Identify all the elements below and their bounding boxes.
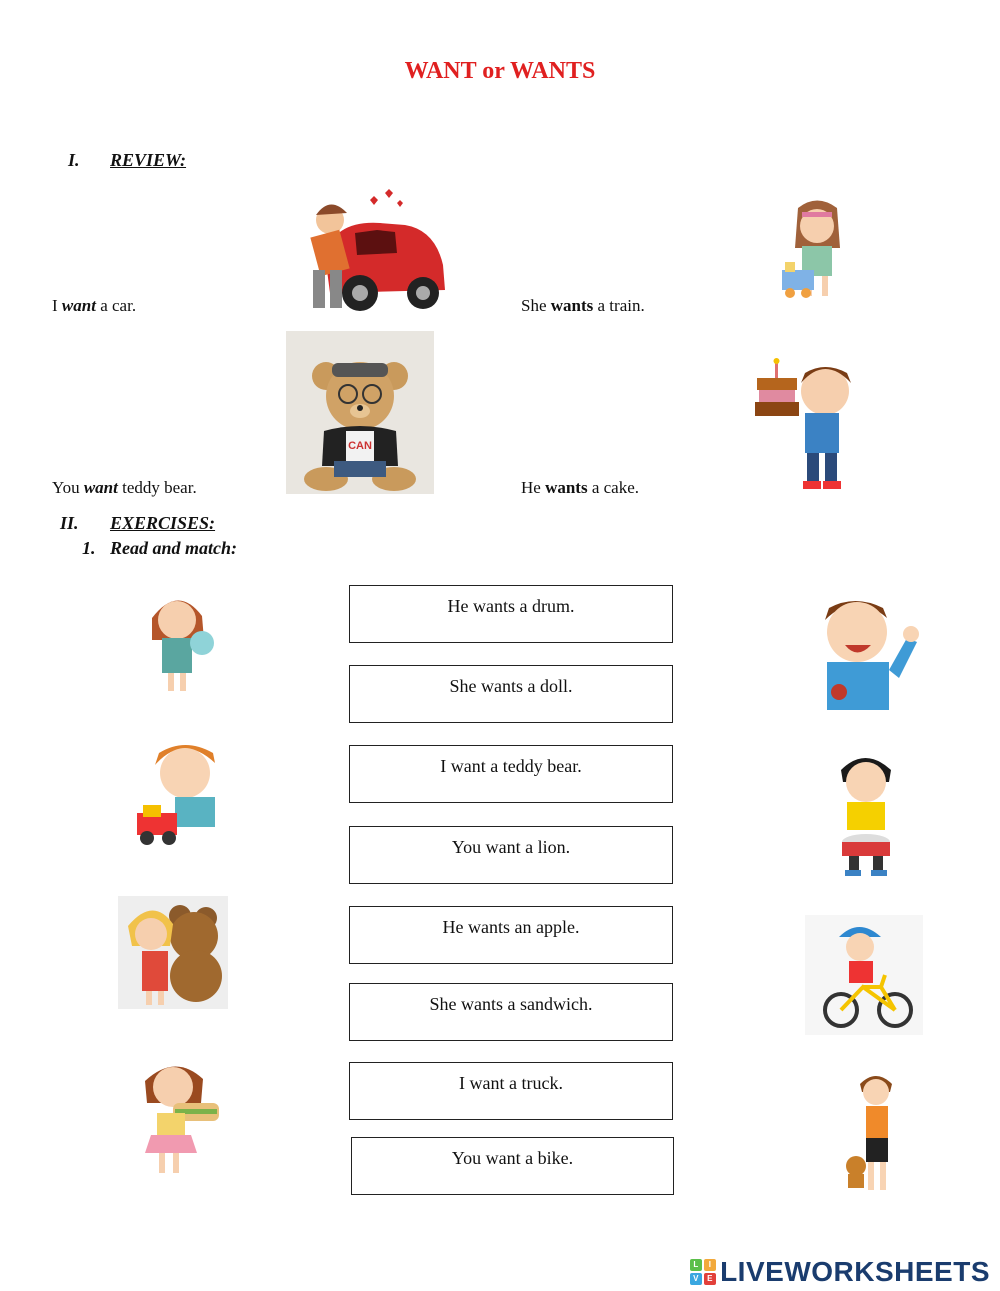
logo-icon: L I V E bbox=[690, 1259, 716, 1285]
match-box-3[interactable]: I want a teddy bear. bbox=[349, 745, 673, 803]
review-sentence-2: She wants a train. bbox=[521, 296, 645, 315]
svg-text:CAN: CAN bbox=[348, 440, 372, 452]
review-number: I. bbox=[68, 150, 80, 170]
task-number: 1. bbox=[82, 538, 96, 558]
match-box-6[interactable]: She wants a sandwich. bbox=[349, 983, 673, 1041]
boy-with-apple-image[interactable] bbox=[815, 590, 923, 712]
match-box-8[interactable]: You want a bike. bbox=[351, 1137, 674, 1195]
girl-with-sandwich-image[interactable] bbox=[135, 1053, 225, 1181]
match-box-7[interactable]: I want a truck. bbox=[349, 1062, 673, 1120]
man-hugging-car-image bbox=[285, 185, 450, 315]
review-sentence-3: You want teddy bear. bbox=[52, 478, 197, 497]
girl-with-doll-image[interactable] bbox=[140, 588, 220, 696]
boy-with-truck-image[interactable] bbox=[135, 735, 230, 850]
exercises-heading bbox=[60, 513, 215, 534]
girl-with-toy-train-image bbox=[780, 198, 855, 303]
match-box-2[interactable]: She wants a doll. bbox=[349, 665, 673, 723]
exercises-number: II. bbox=[60, 513, 79, 533]
girl-hugging-teddy-image[interactable] bbox=[118, 896, 228, 1009]
task-label: Read and match: bbox=[110, 538, 238, 558]
liveworksheets-logo bbox=[690, 1256, 990, 1288]
logo-text: LIVEWORKSHEETS bbox=[720, 1256, 990, 1287]
review-label: REVIEW: bbox=[110, 150, 187, 170]
teddy-bear-image bbox=[286, 331, 434, 494]
boy-with-cake-image bbox=[755, 353, 855, 493]
page-title: WANT or WANTS bbox=[404, 58, 596, 84]
boy-with-lion-toy-image[interactable] bbox=[840, 1070, 902, 1195]
exercises-label: EXERCISES: bbox=[110, 513, 216, 533]
task-heading bbox=[82, 538, 237, 559]
boy-on-bike-image[interactable] bbox=[805, 915, 923, 1035]
review-sentence-4: He wants a cake. bbox=[521, 478, 640, 497]
match-box-1[interactable]: He wants a drum. bbox=[349, 585, 673, 643]
review-heading bbox=[68, 150, 186, 171]
review-sentence-1: I want a car. bbox=[52, 296, 137, 315]
boy-with-drum-image[interactable] bbox=[835, 750, 897, 878]
match-box-4[interactable]: You want a lion. bbox=[349, 826, 673, 884]
match-box-5[interactable]: He wants an apple. bbox=[349, 906, 673, 964]
